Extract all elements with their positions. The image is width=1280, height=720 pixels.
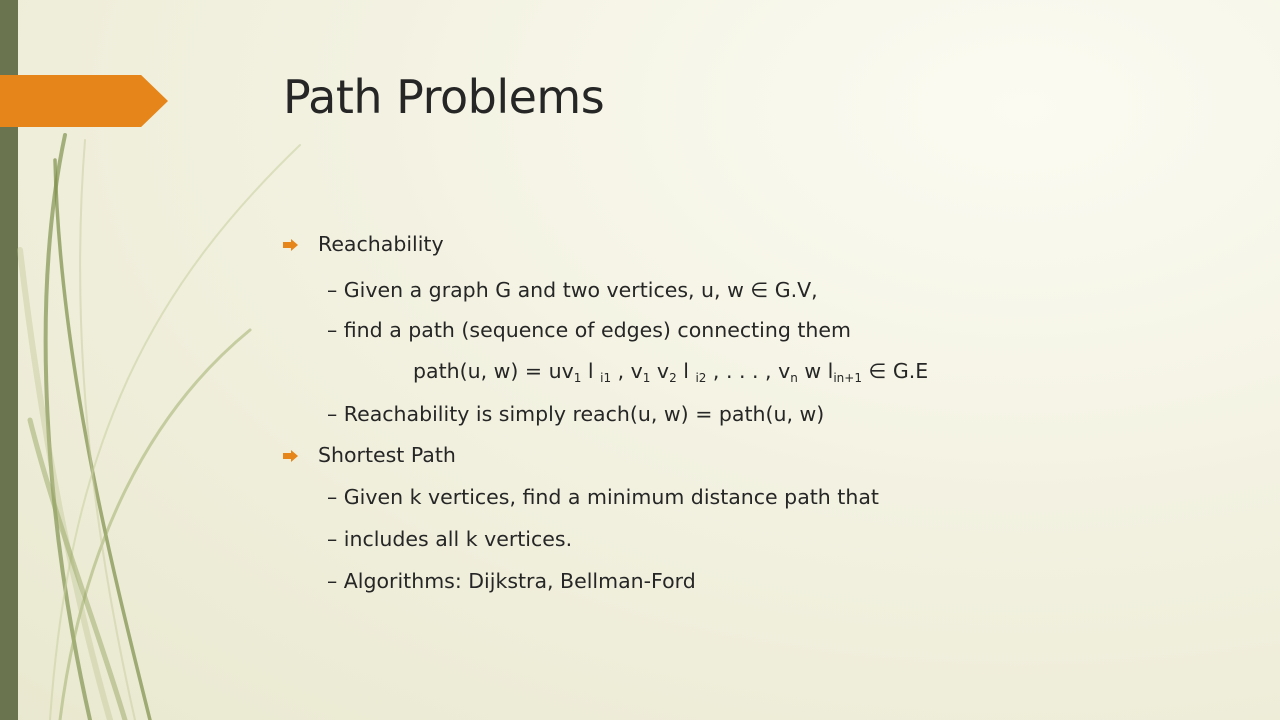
- bullet-label: Shortest Path: [318, 443, 456, 467]
- path-formula: path(u, $w) = uv_1$ l $_{i1}$ , $v_1$ $v_2$ l $_{i2}$ , . . . , $v_n$ w $l_{in+1}$ ∈ G.E: [413, 359, 929, 385]
- arrow-bullet-icon: [283, 450, 299, 462]
- bullet-label: Reachability: [318, 232, 444, 256]
- sub-item: – Algorithms: Dijkstra, Bellman-Ford: [327, 569, 696, 593]
- arrow-bullet-icon: [283, 239, 299, 251]
- sub-item: – find a path (sequence of edges) connecting them: [327, 318, 851, 342]
- sub-item: – Given a graph G and two vertices, u, w ∈ G.V,: [327, 278, 818, 302]
- slide-title: Path Problems: [283, 70, 605, 124]
- sub-item: – Given k vertices, find a minimum distance path that: [327, 485, 879, 509]
- sub-item: – Reachability is simply reach(u, w) = path(u, w): [327, 402, 825, 426]
- title-accent-tab: [0, 75, 168, 127]
- sub-item: – includes all k vertices.: [327, 527, 573, 551]
